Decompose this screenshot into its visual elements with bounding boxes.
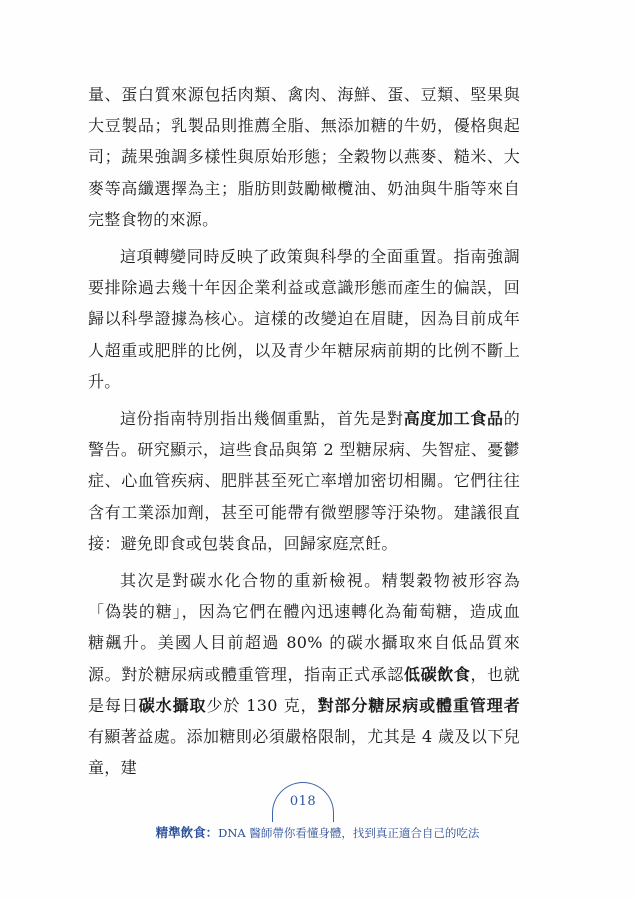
book-title: 精準飲食： (155, 825, 219, 840)
text-run: 這份指南特別指出幾個重點，首先是對 (120, 409, 404, 429)
bold-text: 對部分糖尿病或體重管理者 (317, 695, 521, 715)
paragraph (88, 565, 520, 783)
page-number: 018 (289, 794, 317, 809)
paragraph (88, 241, 520, 397)
text-run: 這項轉變同時反映了政策與科學的全面重置。指南強調要排除過去幾十年因企業利益或意識形態而產生的偏誤，回歸以科學證據為核心。這樣的改變迫在眉睫，因為目前成年人超重或肥胖的比例，以及青少年糖尿病前期的比例不斷上升。 (88, 247, 520, 391)
text-run: 少於 130 克， (206, 695, 318, 715)
text-run: 的警告。研究顯示，這些食品與第 2 型糖尿病、失智症、憂鬱症、心血管疾病、肥胖甚至死亡率增加密切相關。它們往往含有工業添加劑，甚至可能帶有微塑膠等汙染物。建議很直接：避免即食或包裝食品，回歸家庭烹飪。 (88, 409, 520, 553)
running-footer (0, 823, 635, 841)
book-subtitle: DNA 醫師帶你看懂身體，找到真正適合自己的吃法 (218, 826, 480, 840)
paragraph (88, 403, 520, 559)
paragraph (88, 79, 520, 235)
page-footer (0, 770, 635, 850)
bold-text: 碳水攝取 (138, 695, 207, 715)
body-text (88, 79, 520, 783)
text-run: 其次是對碳水化合物的重新檢視。精製穀物被形容為「偽裝的糖」，因為它們在體內迅速轉化為葡萄糖，造成血糖飆升。美國人目前超過 80% 的碳水攝取來自低品質來源。對於糖尿病或體重管理，指南正式承認 (88, 571, 520, 684)
text-run: 有顯著益處。添加糖則必須嚴格限制，尤其是 4 歲及以下兒童，建 (88, 727, 520, 778)
text-run: 量、蛋白質來源包括肉類、禽肉、海鮮、蛋、豆類、堅果與大豆製品；乳製品則推薦全脂、無添加糖的牛奶，優格與起司；蔬果強調多樣性與原始形態；全穀物以燕麥、糙米、大麥等高纖選擇為主；脂肪則鼓勵橄欖油、奶油與牛脂等來自完整食物的來源。 (88, 85, 520, 229)
bold-text: 低碳飲食 (403, 664, 471, 684)
bold-text: 高度加工食品 (403, 409, 504, 429)
text-run: ，也就是每日 (88, 664, 521, 715)
